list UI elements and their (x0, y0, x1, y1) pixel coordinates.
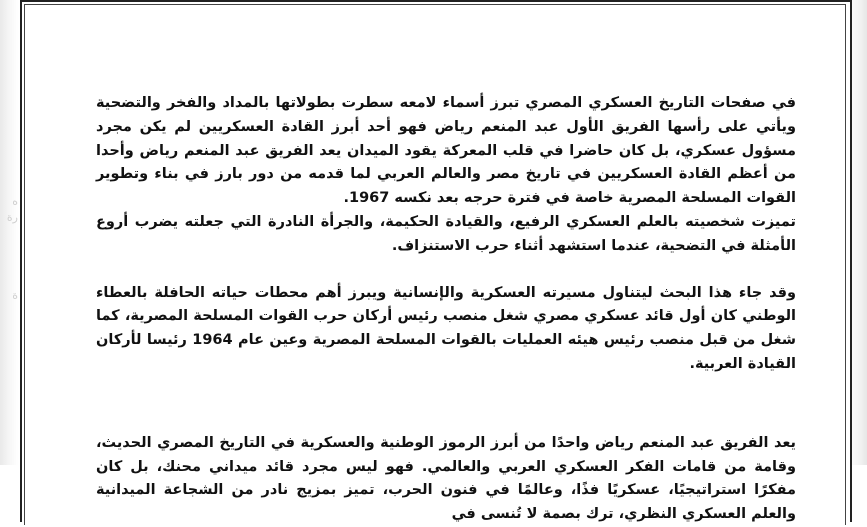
paragraph-personality: تميزت شخصيته بالعلم العسكري الرفيع، والقيادة الحكيمة، والجرأة النادرة التي جعلته يضرب أروع الأمثلة في التضحية، عندما استشهد أثناء حرب الاستنزاف. (96, 213, 796, 254)
paragraph-gap (96, 377, 796, 432)
margin-mark-2: رة (6, 211, 18, 224)
paragraph-legacy: يعد الفريق عبد المنعم رياض واحدًا من أبرز الرموز الوطنية والعسكرية في التاريخ المصري الحديث، وقامة من قامات الفكر العسكري العربي والعالمي. فهو ليس مجرد قائد ميداني محنك، بل كان مفكرًا استراتيجيًا، عسكريًا فذًا، وعالمًا في فنون الحرب، تميز بمزيج نادر من الشجاعة الميدانية والعلم العسكري النظري، ترك بصمة لا تُنسى في (96, 434, 796, 523)
document-body (96, 92, 796, 527)
paragraph-research: وقد جاء هذا البحث ليتناول مسيرته العسكرية والإنسانية ويبرز أهم محطات حياته الحافلة بالعطاء الوطني كان أول قائد عسكري مصري شغل منصب رئيس أركان حرب القوات المسلحة المصرية، كما شغل من قبل منصب رئيس هيئه العمليات بالقوات المسلحة المصرية وعين عام 1964 رئيسا لأركان القيادة العربية. (96, 284, 796, 372)
paragraph-intro: في صفحات التاريخ العسكري المصري تبرز أسماء لامعه سطرت بطولاتها بالمداد والفخر والتضحية ويأتي على رأسها الفريق الأول عبد المنعم رياض فهو أحد أبرز القادة العسكريين لم يكن مجرد مسؤول عسكري، بل كان حاضرا في قلب المعركة يقود الميدان يعد الفريق عبد المنعم رياض وأحدا من أعظم القادة العسكريين في تاريخ مصر والعالم العربي لما قدمه من دور بارز في بناء وتطوير القوات المسلحة المصرية خاصة في فترة حرجه بعد نكسه 1967. (96, 95, 796, 207)
margin-mark-3: ة (12, 289, 18, 302)
paragraph-gap (96, 259, 796, 282)
margin-mark-1: ه (12, 195, 18, 208)
